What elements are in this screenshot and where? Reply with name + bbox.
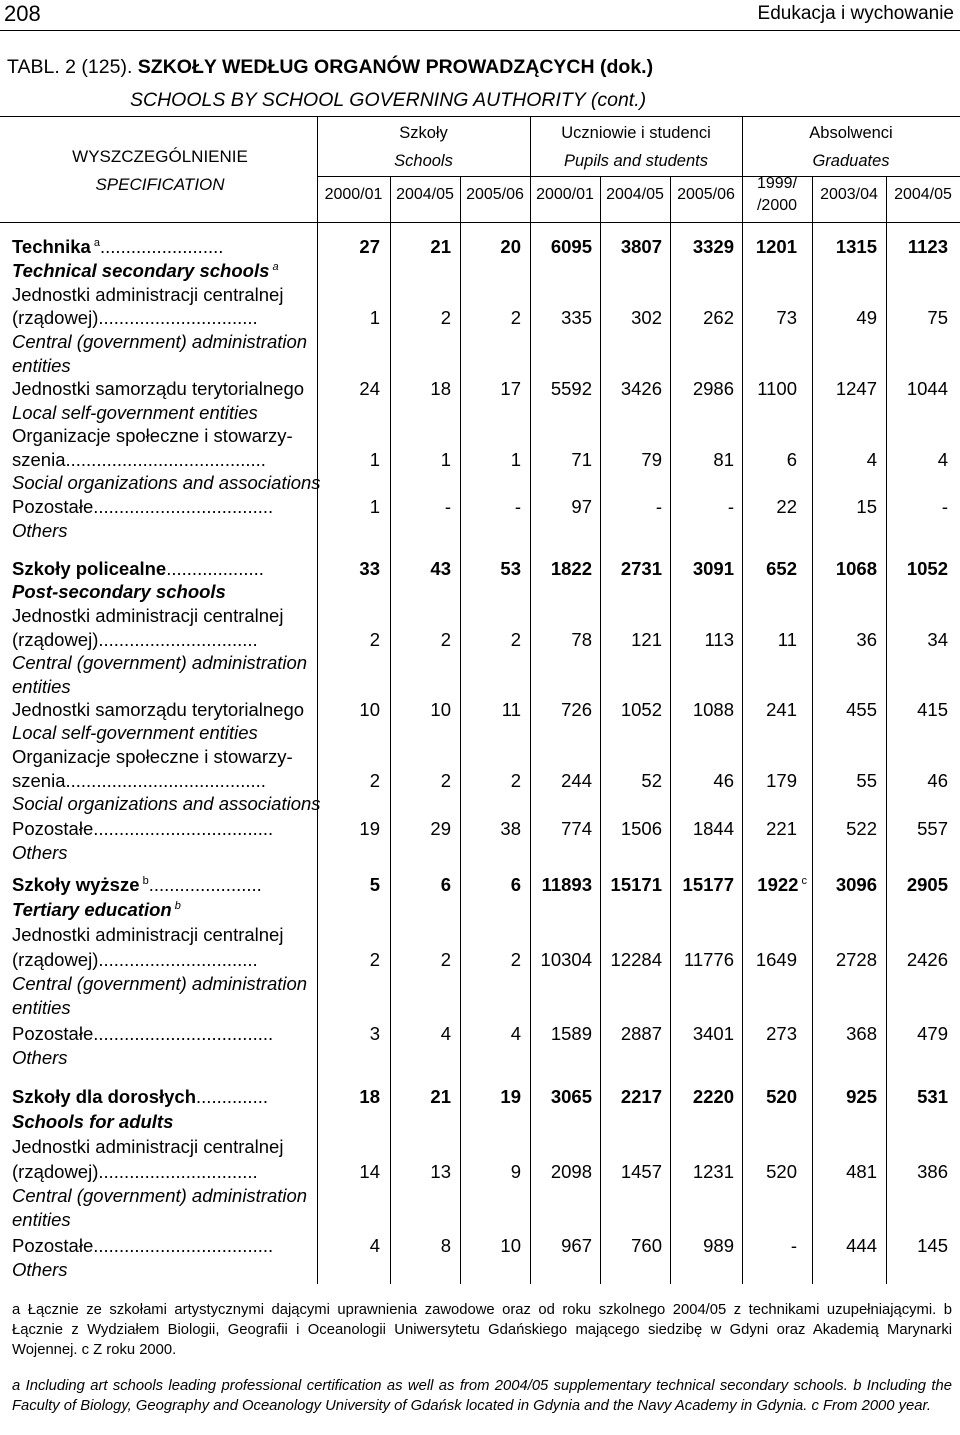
- row-label: [12, 581, 226, 603]
- leader-dots: ...................................: [93, 496, 274, 517]
- stub-column-rule: [317, 116, 318, 1284]
- table-cell: 2: [440, 949, 451, 970]
- table-cell: 1649: [755, 949, 797, 970]
- table-cell: 15171: [610, 874, 662, 895]
- table-cell: 24: [359, 378, 380, 399]
- table-cell: 10: [430, 699, 451, 720]
- row-label: [12, 652, 307, 674]
- table-cell: 2: [440, 307, 451, 328]
- table-cell: 22: [776, 496, 797, 517]
- table-cell: 1506: [620, 818, 662, 839]
- page-header: [0, 0, 960, 31]
- leader-dots: ..............: [196, 1086, 268, 1107]
- row-label-text: Central (government) administration: [12, 1185, 308, 1206]
- row-label: [12, 605, 283, 627]
- table-cell: 273: [766, 1023, 797, 1044]
- table-cell: 79: [641, 449, 662, 470]
- table-cell: 49: [856, 307, 877, 328]
- row-label: [12, 818, 273, 840]
- table-cell: 1315: [835, 236, 877, 257]
- row-label-text: Local self-government entities: [12, 402, 258, 423]
- year-header: 2000/01: [324, 186, 383, 203]
- table-cell: 2986: [692, 378, 734, 399]
- table-cell: 3329: [692, 236, 734, 257]
- table-cell: 2731: [620, 558, 662, 579]
- table-cell: 1: [369, 449, 380, 470]
- table-cell: 6: [510, 874, 521, 895]
- row-label: [12, 236, 223, 258]
- column-rule: [530, 116, 531, 1284]
- row-label: [12, 1047, 68, 1069]
- table-cell: 520: [766, 1086, 797, 1107]
- table-cell: 10304: [540, 949, 592, 970]
- row-label-text: Central (government) administration: [12, 331, 308, 352]
- table-cell: 1044: [906, 378, 948, 399]
- group-subrule: [317, 176, 960, 177]
- table-cell: 121: [631, 629, 662, 650]
- table-cell: 3096: [835, 874, 877, 895]
- table-cell: -: [444, 496, 451, 517]
- table-cell: 1100: [757, 378, 797, 399]
- row-label-text: szenia: [12, 449, 66, 470]
- row-label-text: Local self-government entities: [12, 722, 258, 743]
- row-label: [12, 699, 304, 721]
- row-label-text: Technical secondary schools: [12, 260, 270, 281]
- row-label: [12, 520, 68, 542]
- table-cell: 262: [703, 307, 734, 328]
- table-cell: 3807: [620, 236, 662, 257]
- row-label-text: Pozostałe: [12, 818, 94, 839]
- row-label-text: Post-secondary schools: [12, 581, 226, 602]
- table-cell: 13: [430, 1161, 451, 1182]
- row-label: [12, 1136, 283, 1158]
- table-cell: 455: [846, 699, 877, 720]
- table-cell: 1: [510, 449, 521, 470]
- table-cell: 481: [846, 1161, 877, 1182]
- table-cell: 2220: [692, 1086, 734, 1107]
- table-cell: 652: [766, 558, 797, 579]
- table-cell: 221: [766, 818, 797, 839]
- row-label-text: Technika: [12, 236, 91, 257]
- table-cell: 3401: [692, 1023, 734, 1044]
- row-label: [12, 496, 273, 518]
- table-cell: 2728: [835, 949, 877, 970]
- year-header: 2003/04: [820, 186, 878, 203]
- table-cell: 1589: [550, 1023, 592, 1044]
- row-label: [12, 331, 307, 353]
- group-header-graduates-pl: Absolwenci: [809, 124, 893, 142]
- table-cell: 11893: [541, 874, 592, 895]
- table-cell: 444: [846, 1235, 877, 1256]
- row-label: [12, 1086, 268, 1108]
- row-label: [12, 793, 321, 815]
- table-cell: 17: [500, 378, 521, 399]
- row-label-text: Jednostki samorządu terytorialnego: [12, 699, 305, 720]
- table-cell: 302: [631, 307, 662, 328]
- table-cell: 9: [510, 1161, 521, 1182]
- table-cell: 520: [766, 1161, 797, 1182]
- table-cell: 1231: [692, 1161, 734, 1182]
- table-cell: 53: [500, 558, 521, 579]
- row-label-text: Szkoły dla dorosłych: [12, 1086, 197, 1107]
- section-title: Edukacja i wychowanie: [757, 3, 954, 24]
- table-cell: -: [655, 496, 662, 517]
- leader-dots: .......................................: [65, 770, 266, 791]
- group-header-schools-en: Schools: [394, 152, 453, 170]
- row-label: [12, 558, 264, 580]
- table-cell: 18: [359, 1086, 380, 1107]
- table-cell: 925: [846, 1086, 877, 1107]
- table-cell: 241: [766, 699, 797, 720]
- row-label-text: (rządowej): [12, 307, 99, 328]
- table-number: TABL. 2 (125).: [7, 56, 133, 78]
- row-label-text: Jednostki administracji centralnej: [12, 1136, 284, 1157]
- table-cell: 33: [359, 558, 380, 579]
- row-label-text: Jednostki samorządu terytorialnego: [12, 378, 305, 399]
- row-label-text: entities: [12, 1209, 71, 1230]
- table-cell: 531: [917, 1086, 948, 1107]
- row-label: [12, 402, 258, 424]
- leader-dots: ......................: [148, 874, 262, 895]
- row-label: [12, 425, 293, 447]
- column-rule: [812, 176, 813, 1284]
- column-rule: [390, 176, 391, 1284]
- table-cell: 36: [856, 629, 877, 650]
- row-label-text: entities: [12, 997, 71, 1018]
- row-label-text: Schools for adults: [12, 1111, 174, 1132]
- group-header-pupils-en: Pupils and students: [563, 152, 708, 170]
- year-header: 2004/05: [396, 186, 454, 203]
- table-cell: 27: [359, 236, 380, 257]
- footnote-marker: a: [269, 260, 279, 273]
- table-cell: 1: [440, 449, 451, 470]
- table-cell: 479: [917, 1023, 948, 1044]
- row-label: [12, 1259, 68, 1281]
- table-cell: 34: [927, 629, 948, 650]
- table-cell: 244: [561, 770, 592, 791]
- row-label-text: Organizacje społeczne i stowarzy-: [12, 425, 293, 446]
- table-cell: 8: [440, 1235, 451, 1256]
- footnote-marker: b: [171, 899, 181, 912]
- table-title-pl: SZKOŁY WEDŁUG ORGANÓW PROWADZĄCYCH (dok.): [137, 56, 654, 78]
- row-label-text: Pozostałe: [12, 1023, 94, 1044]
- table-cell: 46: [927, 770, 948, 791]
- row-label: [12, 1235, 273, 1257]
- table-cell: 2: [510, 307, 521, 328]
- leader-dots: ........................: [100, 236, 224, 257]
- table-cell: 1123: [907, 236, 948, 257]
- table-cell: 2: [510, 770, 521, 791]
- table-cell: 2: [369, 949, 380, 970]
- table-cell: 81: [713, 449, 734, 470]
- group-header-schools-pl: Szkoły: [399, 124, 448, 142]
- row-label-text: Social organizations and associations: [12, 472, 321, 493]
- table-cell: 522: [846, 818, 877, 839]
- leader-dots: ...................................: [93, 1023, 274, 1044]
- stub-header-pl: WYSZCZEGÓLNIENIE: [72, 147, 248, 166]
- table-cell: 1922 $^c$: [757, 874, 807, 895]
- row-label-text: Social organizations and associations: [12, 793, 321, 814]
- footnotes-pl: a Łącznie ze szkołami artystycznymi dającymi uprawnienia zawodowe oraz od roku szkolnego 2004/05 z technikami uzupełniającymi. b Łącznie z Wydziałem Biologii, Geografii i Oceanologii Uniwersytetu Gdańskiego mającego siedzibę w Gdyni oraz Akademią Marynarki Wojennej. c Z roku 2000.: [12, 1302, 952, 1358]
- table-cell: 1844: [692, 818, 734, 839]
- year-header: /2000: [756, 197, 798, 214]
- table-cell: 1088: [692, 699, 734, 720]
- row-label: [12, 924, 283, 946]
- table-cell: 726: [561, 699, 592, 720]
- table-cell: 145: [917, 1235, 948, 1256]
- row-label-text: (rządowej): [12, 629, 99, 650]
- table-cell: 4: [937, 449, 948, 470]
- table-cell: 10: [500, 1235, 521, 1256]
- row-label: [12, 472, 321, 494]
- table-cell: 3091: [692, 558, 734, 579]
- row-label: [12, 722, 258, 744]
- table-cell: 113: [704, 629, 734, 650]
- row-label: [12, 997, 71, 1019]
- row-label: [12, 1185, 307, 1207]
- column-rule: [886, 176, 887, 1284]
- table-cell: 11: [777, 629, 797, 650]
- table-cell: 5592: [550, 378, 592, 399]
- row-label-text: Szkoły policealne: [12, 558, 167, 579]
- row-label: [12, 1111, 173, 1133]
- leader-dots: ...............................: [98, 949, 258, 970]
- table-cell: 1068: [835, 558, 877, 579]
- year-header: 2000/01: [536, 186, 594, 203]
- table-cell: 43: [430, 558, 451, 579]
- table-cell: 2217: [620, 1086, 662, 1107]
- group-header-pupils-pl: Uczniowie i studenci: [561, 124, 711, 142]
- row-label-text: Szkoły wyższe: [12, 874, 140, 895]
- table-cell: 55: [856, 770, 877, 791]
- row-label: [12, 676, 71, 698]
- table-cell: -: [941, 496, 948, 517]
- leader-dots: ...................................: [93, 1235, 274, 1256]
- table-cell: 75: [927, 307, 948, 328]
- row-label: [12, 1209, 71, 1231]
- row-label: [12, 629, 258, 651]
- header-bottom-rule: [0, 222, 960, 223]
- row-label: [12, 307, 258, 329]
- row-label: [12, 284, 283, 306]
- table-cell: 2098: [550, 1161, 592, 1182]
- footnotes-en: a Including art schools leading professional certification as well as from 2004/05 supplementary technical secondary schools. b Including the Faculty of Biology, Geography and Oceanology University of Gdańsk located in Gdynia and the Navy Academy in Gdynia. c From 2000 year.: [12, 1378, 952, 1414]
- table-cell: 14: [359, 1161, 380, 1182]
- column-rule: [460, 176, 461, 1284]
- leader-dots: ...............................: [98, 307, 258, 328]
- table-cell: 2: [440, 629, 451, 650]
- leader-dots: ...................................: [93, 818, 274, 839]
- table-cell: 11776: [683, 949, 734, 970]
- row-label: [12, 355, 71, 377]
- table-cell: -: [790, 1235, 797, 1256]
- table-cell: 1201: [755, 236, 797, 257]
- table-cell: 760: [631, 1235, 662, 1256]
- row-label: [12, 842, 68, 864]
- table-cell: 335: [561, 307, 592, 328]
- leader-dots: ...............................: [98, 1161, 258, 1182]
- row-label-text: entities: [12, 676, 71, 697]
- row-label-text: Jednostki administracji centralnej: [12, 284, 284, 305]
- table-cell: 2: [369, 770, 380, 791]
- table-cell: 18: [430, 378, 451, 399]
- row-label: [12, 260, 279, 282]
- table-cell: 1: [369, 307, 380, 328]
- table-cell: 2: [510, 949, 521, 970]
- table-title-en: SCHOOLS BY SCHOOL GOVERNING AUTHORITY (cont.): [130, 89, 647, 111]
- table-cell: 6: [440, 874, 451, 895]
- column-rule: [600, 176, 601, 1284]
- table-cell: 15: [856, 496, 877, 517]
- year-header: 1999/: [756, 175, 798, 192]
- row-label-text: szenia: [12, 770, 66, 791]
- row-label-text: entities: [12, 355, 71, 376]
- row-label-text: Tertiary education: [12, 899, 172, 920]
- row-label-text: Organizacje społeczne i stowarzy-: [12, 746, 293, 767]
- row-label: [12, 746, 293, 768]
- row-label-text: Jednostki administracji centralnej: [12, 924, 284, 945]
- table-cell: 21: [430, 1086, 451, 1107]
- row-label: [12, 973, 307, 995]
- row-label-text: Others: [12, 1047, 68, 1068]
- table-cell: 3426: [620, 378, 662, 399]
- table-cell: 774: [561, 818, 592, 839]
- row-label-text: Central (government) administration: [12, 652, 308, 673]
- table-cell: 4: [440, 1023, 451, 1044]
- table-cell: 386: [917, 1161, 948, 1182]
- leader-dots: ...............................: [98, 629, 258, 650]
- table-cell: 415: [917, 699, 948, 720]
- table-cell: 19: [500, 1086, 521, 1107]
- table-cell: 12284: [610, 949, 662, 970]
- table-cell: 46: [713, 770, 734, 791]
- table-cell: 4: [866, 449, 877, 470]
- table-cell: 21: [430, 236, 451, 257]
- table-cell: 967: [561, 1235, 592, 1256]
- footnote-marker: c: [798, 874, 807, 887]
- table-cell: 1247: [835, 378, 877, 399]
- table-cell: 97: [571, 496, 592, 517]
- year-header: 2005/06: [677, 186, 735, 203]
- row-label-text: Others: [12, 1259, 68, 1280]
- table-cell: 2: [369, 629, 380, 650]
- table-cell: 78: [571, 629, 592, 650]
- row-label-text: Jednostki administracji centralnej: [12, 605, 284, 626]
- table-cell: -: [727, 496, 734, 517]
- row-label-text: (rządowej): [12, 1161, 99, 1182]
- row-label-text: (rządowej): [12, 949, 99, 970]
- table-cell: 19: [359, 818, 380, 839]
- column-rule: [670, 176, 671, 1284]
- row-label-text: Pozostałe: [12, 1235, 94, 1256]
- table-cell: 20: [500, 236, 521, 257]
- row-label: [12, 874, 262, 896]
- table-cell: 2: [510, 629, 521, 650]
- row-label-text: Others: [12, 842, 68, 863]
- row-label: [12, 1161, 258, 1183]
- table-cell: 73: [776, 307, 797, 328]
- column-rule: [742, 116, 743, 1284]
- table-cell: 2905: [906, 874, 948, 895]
- table-cell: 6095: [550, 236, 592, 257]
- table-cell: 989: [703, 1235, 734, 1256]
- table-cell: 71: [571, 449, 592, 470]
- row-label: [12, 378, 304, 400]
- row-label: [12, 1023, 273, 1045]
- table-cell: 11: [501, 699, 521, 720]
- table-cell: 15177: [682, 874, 734, 895]
- row-label-text: Central (government) administration: [12, 973, 308, 994]
- leader-dots: ...................: [166, 558, 264, 579]
- table-cell: 1822: [550, 558, 592, 579]
- group-header-graduates-en: Graduates: [812, 152, 890, 170]
- table-cell: 368: [846, 1023, 877, 1044]
- table-cell: 29: [430, 818, 451, 839]
- footnote-marker: a: [90, 236, 101, 249]
- table-cell: 4: [369, 1235, 380, 1256]
- row-label-text: Others: [12, 520, 68, 541]
- header-top-rule: [0, 116, 960, 117]
- table-cell: 6: [786, 449, 797, 470]
- table-cell: 1457: [620, 1161, 662, 1182]
- year-header: 2004/05: [606, 186, 664, 203]
- table-cell: 10: [359, 699, 380, 720]
- table-cell: 3065: [550, 1086, 592, 1107]
- table-cell: 52: [641, 770, 662, 791]
- page-number: 208: [4, 1, 41, 26]
- leader-dots: .......................................: [65, 449, 266, 470]
- table-cell: 5: [369, 874, 380, 895]
- year-header: 2004/05: [894, 186, 952, 203]
- table-cell: 38: [500, 818, 521, 839]
- table-cell: 557: [917, 818, 948, 839]
- row-label: [12, 770, 266, 792]
- table-cell: -: [514, 496, 521, 517]
- table-cell: 1: [369, 496, 380, 517]
- table-cell: 4: [510, 1023, 521, 1044]
- table-cell: 1052: [906, 558, 948, 579]
- stub-header-en: SPECIFICATION: [95, 175, 225, 194]
- row-label: [12, 449, 266, 471]
- row-label: [12, 899, 181, 921]
- table-cell: 2: [440, 770, 451, 791]
- table-cell: 179: [766, 770, 797, 791]
- table-caption-pl: [7, 56, 653, 79]
- table-cell: 1052: [620, 699, 662, 720]
- footnote-marker: b: [139, 874, 149, 887]
- table-cell: 2887: [620, 1023, 662, 1044]
- table-cell: 2426: [906, 949, 948, 970]
- row-label: [12, 949, 258, 971]
- row-label-text: Pozostałe: [12, 496, 94, 517]
- year-header: 2005/06: [466, 186, 524, 203]
- table-cell: 3: [369, 1023, 380, 1044]
